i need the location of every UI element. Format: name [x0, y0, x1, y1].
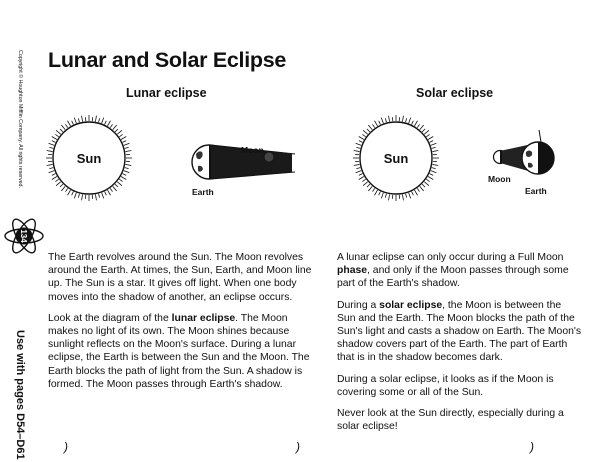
solar-eclipse-term: solar eclipse: [379, 299, 443, 311]
earth-label: Earth: [525, 186, 547, 196]
atom-icon: [2, 212, 46, 260]
page-title: Lunar and Solar Eclipse: [48, 48, 287, 72]
right-p1-part1: A lunar eclipse can only occur during a Full Moon: [337, 252, 564, 263]
right-p2-part1: During a: [337, 299, 380, 311]
left-p2-part1: Look at the diagram of the: [48, 312, 172, 324]
earth-night-side: [538, 142, 554, 174]
phase-term: phase: [337, 265, 368, 277]
lunar-eclipse-term: lunar eclipse: [171, 312, 236, 324]
use-with-pages-text: Use with pages D54–D61: [14, 330, 26, 460]
page-number: 134: [19, 229, 28, 243]
moon-label: Moon: [488, 174, 511, 184]
footer-mark-right: ): [530, 440, 534, 454]
left-paragraph-1: The Earth revolves around the Sun. The Moon revolves around the Earth. At times, the Sun, Earth, and Moon line up. The Sun is a star. It gives off light. When one body moves into the shadow of another, an eclipse occurs.: [48, 252, 312, 303]
solar-eclipse-heading: Solar eclipse: [416, 86, 494, 100]
sun-label: Sun: [76, 151, 102, 166]
moon-label: Moon: [241, 145, 264, 155]
solar-eclipse-diagram: [340, 100, 580, 210]
lunar-eclipse-heading: Lunar eclipse: [126, 86, 207, 100]
right-p1-part2: , and only if the Moon passes through some part of the Earth's shadow.: [337, 265, 569, 290]
sun-label: Sun: [383, 151, 409, 166]
footer-mark-left: ): [64, 440, 68, 454]
earth-label: Earth: [192, 187, 214, 197]
right-paragraph-3: During a solar eclipse, it looks as if the Moon is covering some or all of the Sun.: [337, 373, 554, 398]
left-column-text: [48, 251, 314, 399]
right-column-text: [337, 251, 582, 441]
lunar-eclipse-diagram: [40, 100, 300, 210]
right-p2-part2: , the Moon is between the Sun and the Earth. The Moon blocks the path of the Sun's light and casts a shadow on Earth. The Moon's shadow covers part of the Earth. The part of Earth that is in the shadow becomes dark.: [337, 299, 582, 364]
copyright-notice: [14, 50, 24, 188]
copyright-text: Copyright © Houghton Mifflin Company. All rights reserved.: [17, 50, 23, 188]
left-p2-part2: . The Moon makes no light of its own. The Moon shines because sunlight reflects on the Moon's surface. During a lunar eclipse, the Earth is between the Sun and the Moon. The Earth blocks the path of light from the Sun. A shadow is formed. The Moon passes through Earth's shadow.: [48, 312, 310, 390]
right-paragraph-4: Never look at the Sun directly, especially during a solar eclipse!: [337, 408, 564, 433]
footer-mark-center: ): [296, 440, 300, 454]
right-paragraph-2: [337, 299, 582, 365]
moon-circle: [264, 152, 274, 162]
right-paragraph-1: [337, 251, 582, 291]
left-paragraph-2: [48, 312, 314, 391]
